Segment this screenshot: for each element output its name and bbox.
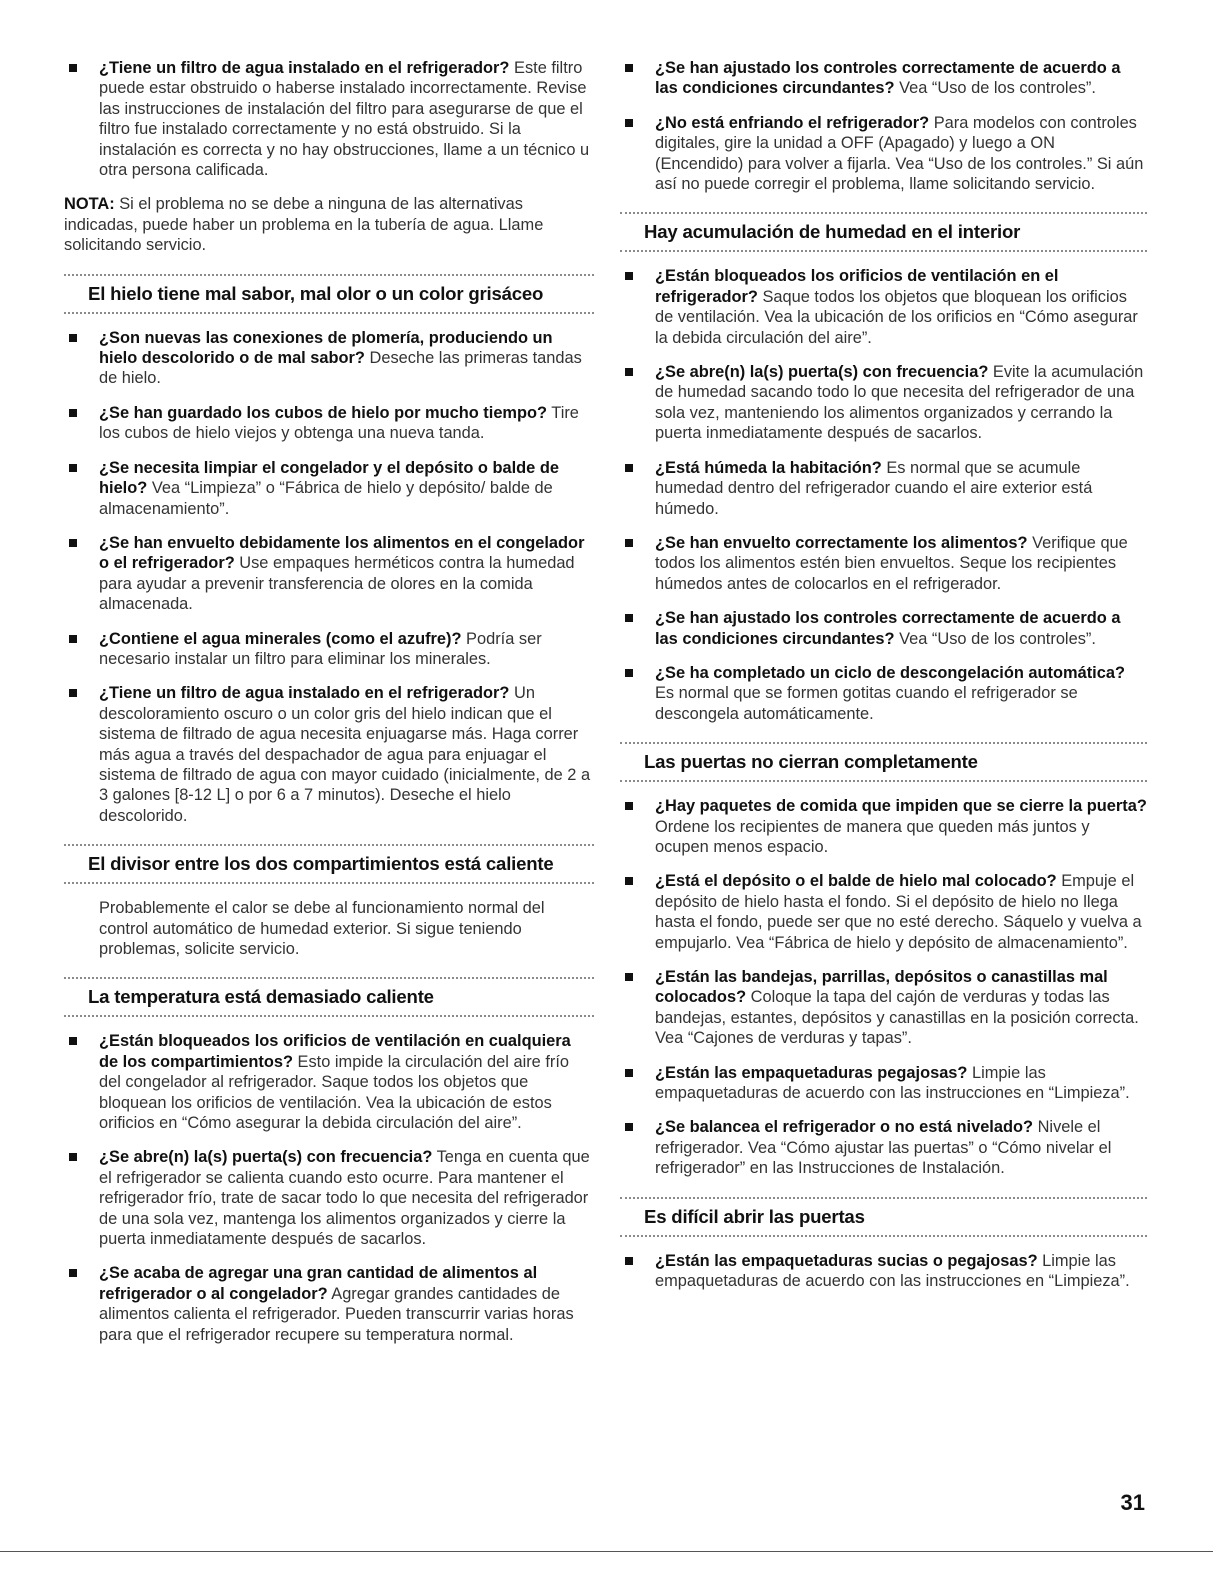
divider xyxy=(620,780,1147,782)
list-item: ¿Contiene el agua minerales (como el azufre)? Podría ser necesario instalar un filtro para eliminar los minerales. xyxy=(64,629,594,670)
list-item: ¿Se ha completado un ciclo de descongelación automática? Es normal que se formen gotitas cuando el refrigerador se descongela automáticamente. xyxy=(620,663,1147,724)
bullet-square-icon xyxy=(625,802,633,810)
bullet-square-icon xyxy=(69,64,77,72)
list-item: ¿Se han ajustado los controles correctamente de acuerdo a las condiciones circundantes? Vea “Uso de los controles”. xyxy=(620,608,1147,649)
section-temperature xyxy=(64,977,594,1017)
section-hard-to-open xyxy=(620,1197,1147,1237)
list-item: ¿Se han ajustado los controles correctamente de acuerdo a las condiciones circundantes? Vea “Uso de los controles”. xyxy=(620,58,1147,99)
paragraph: Probablemente el calor se debe al funcionamiento normal del control automático de humedad exterior. Si sigue teniendo problemas, solicite servicio. xyxy=(99,899,545,958)
bullet-square-icon xyxy=(625,539,633,547)
bullet-square-icon xyxy=(625,1069,633,1077)
page-number: 31 xyxy=(1120,1490,1145,1515)
section-heading: El hielo tiene mal sabor, mal olor o un color grisáceo xyxy=(88,282,544,304)
list-item: ¿Se han guardado los cubos de hielo por mucho tiempo? Tire los cubos de hielo viejos y obtenga una nueva tanda. xyxy=(64,403,594,444)
bullet-square-icon xyxy=(69,1269,77,1277)
list-item: ¿No está enfriando el refrigerador? Para modelos con controles digitales, gire la unidad a OFF (Apagado) y luego a ON (Encendido) para volver a fijarla. Vea “Uso de los controles.” Si aún así no puede corregir el problema, llame solicitando servicio. xyxy=(620,113,1147,195)
section-heading: Hay acumulación de humedad en el interior xyxy=(644,221,1021,243)
bullet-square-icon xyxy=(625,973,633,981)
section-heading: La temperatura está demasiado caliente xyxy=(88,986,434,1008)
divider xyxy=(620,250,1147,252)
bullet-square-icon xyxy=(69,464,77,472)
section-heading: Es difícil abrir las puertas xyxy=(644,1205,865,1227)
right-column xyxy=(620,58,1147,1305)
section-heading: El divisor entre los dos compartimientos está caliente xyxy=(88,853,554,875)
bottom-rule xyxy=(0,1551,1213,1552)
divider xyxy=(64,882,594,884)
bullet-square-icon xyxy=(625,119,633,127)
divider xyxy=(620,1235,1147,1237)
list-item: ¿Tiene un filtro de agua instalado en el refrigerador? Un descoloramiento oscuro o un color gris del hielo indican que el sistema de filtrado de agua necesita enjuagarse más. Haga correr más agua a través del despachador de agua para enjuagar el sistema de filtrado de agua con mayor cuidado (inicialmente, de 2 a 3 galones [8-12 L] o por 6 a 7 minutos). Deseche el hielo descolorido. xyxy=(64,683,594,826)
list-item: ¿Están las bandejas, parrillas, depósitos o canastillas mal colocados? Coloque la tapa del cajón de verduras y todas las bandejas, estantes, depósitos y canastillas en la posición correcta. Vea “Cajones de verduras y tapas”. xyxy=(620,967,1147,1049)
section-heading: Las puertas no cierran completamente xyxy=(644,751,978,773)
list-item: ¿Están las empaquetaduras pegajosas? Limpie las empaquetaduras de acuerdo con las instrucciones en “Limpieza”. xyxy=(620,1063,1147,1104)
bullet-square-icon xyxy=(625,877,633,885)
list-item: ¿Hay paquetes de comida que impiden que se cierre la puerta? Ordene los recipientes de manera que queden más juntos y ocupen menos espacio. xyxy=(620,796,1147,857)
list-item: ¿Se abre(n) la(s) puerta(s) con frecuencia? Tenga en cuenta que el refrigerador se calienta cuando esto ocurre. Para mantener el refrigerador frío, trate de sacar todo lo que necesita del refrigerador de una sola vez, mantenga los alimentos organizados y cierre la puerta inmediatamente después de sacarlos. xyxy=(64,1147,594,1249)
bullet-square-icon xyxy=(625,614,633,622)
list-item: ¿Se abre(n) la(s) puerta(s) con frecuencia? Evite la acumulación de humedad sacando todo lo que necesita del refrigerador de una sola vez, manteniendo los alimentos organizados y cerrando la puerta inmediatamente después de sacarlos. xyxy=(620,362,1147,444)
bullet-square-icon xyxy=(69,334,77,342)
list-item: ¿Tiene un filtro de agua instalado en el refrigerador? Este filtro puede estar obstruido o haberse instalado incorrectamente. Revise las instrucciones de instalación del filtro para asegurarse de que el filtro fue instalado correctamente y no está obstruido. Si la instalación es correcta y no hay obstrucciones, llame a un técnico u otra persona calificada. xyxy=(64,58,594,180)
list-item: ¿Está húmeda la habitación? Es normal que se acumule humedad dentro del refrigerador cuando el aire exterior está húmedo. xyxy=(620,458,1147,519)
bullet-square-icon xyxy=(69,539,77,547)
section-ice-taste xyxy=(64,274,594,314)
list-item: ¿Están bloqueados los orificios de ventilación en el refrigerador? Saque todos los objetos que bloquean los orificios de ventilación. Vea la ubicación de los orificios en “Cómo asegurar la debida circulación del aire”. xyxy=(620,266,1147,348)
bullet-square-icon xyxy=(625,1257,633,1265)
bullet-square-icon xyxy=(69,1037,77,1045)
list-item: ¿Se balancea el refrigerador o no está nivelado? Nivele el refrigerador. Vea “Cómo ajustar las puertas” o “Cómo nivelar el refrigerador” en las Instrucciones de Instalación. xyxy=(620,1117,1147,1178)
bullet-square-icon xyxy=(69,409,77,417)
list-item: ¿Se necesita limpiar el congelador y el depósito o balde de hielo? Vea “Limpieza” o “Fábrica de hielo y depósito/ balde de almacenamiento”. xyxy=(64,458,594,519)
bullet-square-icon xyxy=(69,1153,77,1161)
list-item: ¿Está el depósito o el balde de hielo mal colocado? Empuje el depósito de hielo hasta el fondo. Si el depósito de hielo no llega hasta el fondo, puede ser que no esté derecho. Sáquelo y vuelva a empujarlo. Vea “Fábrica de hielo y depósito de almacenamiento”. xyxy=(620,871,1147,953)
section-divider-warm xyxy=(64,844,594,884)
section-doors-not-closing xyxy=(620,742,1147,782)
list-item: ¿Se acaba de agregar una gran cantidad de alimentos al refrigerador o al congelador? Agregar grandes cantidades de alimentos calienta el refrigerador. Pueden transcurrir varias horas para que el refrigerador recupere su temperatura normal. xyxy=(64,1263,594,1345)
bullet-square-icon xyxy=(625,368,633,376)
bullet-square-icon xyxy=(625,464,633,472)
divider xyxy=(64,312,594,314)
bullet-square-icon xyxy=(625,64,633,72)
bullet-square-icon xyxy=(69,689,77,697)
bullet-square-icon xyxy=(69,635,77,643)
note: NOTA: Si el problema no se debe a ninguna de las alternativas indicadas, puede haber un problema en la tubería de agua. Llame solicitando servicio. xyxy=(64,195,544,255)
bullet-square-icon xyxy=(625,272,633,280)
section-humidity xyxy=(620,212,1147,252)
list-item: ¿Están las empaquetaduras sucias o pegajosas? Limpie las empaquetaduras de acuerdo con las instrucciones en “Limpieza”. xyxy=(620,1251,1147,1292)
bullet-square-icon xyxy=(625,1123,633,1131)
left-column xyxy=(64,58,594,1359)
list-item: ¿Se han envuelto correctamente los alimentos? Verifique que todos los alimentos estén bien envueltos. Seque los recipientes húmedos antes de colocarlos en el refrigerador. xyxy=(620,533,1147,594)
list-item: ¿Están bloqueados los orificios de ventilación en cualquiera de los compartimientos? Esto impide la circulación del aire frío del congelador al refrigerador. Saque todos los objetos que bloquean los orificios de ventilación. Vea la ubicación de estos orificios en “Cómo asegurar la debida circulación del aire”. xyxy=(64,1031,594,1133)
list-item: ¿Son nuevas las conexiones de plomería, produciendo un hielo descolorido o de mal sabor? Deseche las primeras tandas de hielo. xyxy=(64,328,594,389)
list-item: ¿Se han envuelto debidamente los alimentos en el congelador o el refrigerador? Use empaques herméticos contra la humedad para ayudar a prevenir transferencia de olores en la comida almacenada. xyxy=(64,533,594,615)
bullet-square-icon xyxy=(625,669,633,677)
divider xyxy=(64,1015,594,1017)
